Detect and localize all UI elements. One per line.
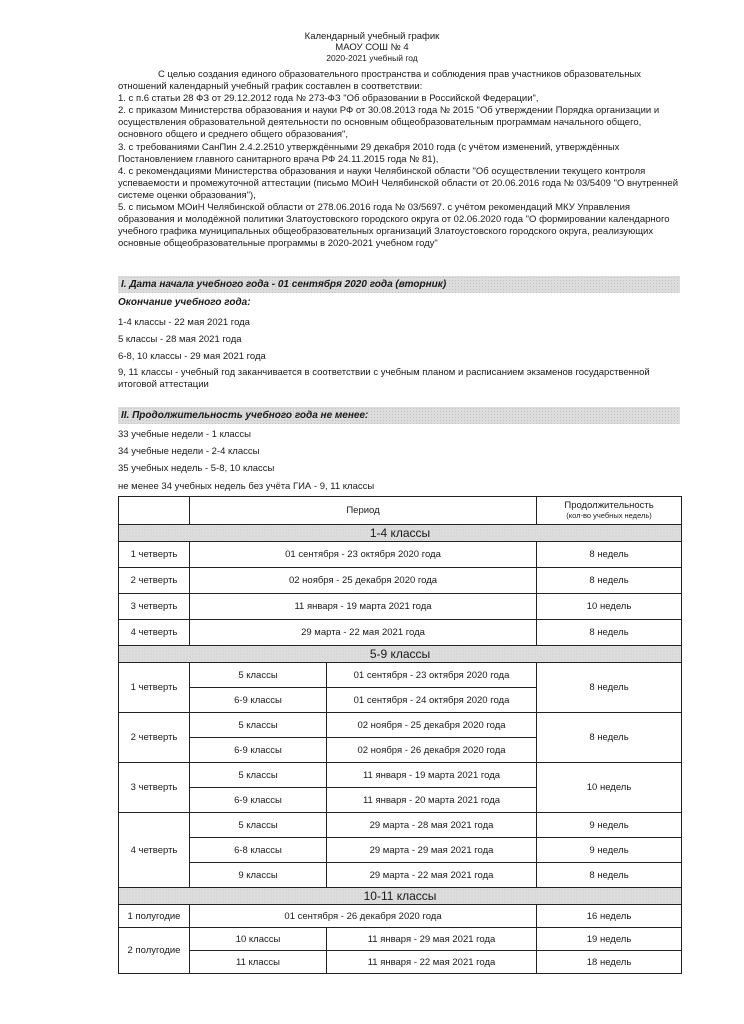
intro-paragraph: [118, 69, 683, 250]
intro-item-1: 1. с п.6 статьи 28 ФЗ от 29.12.2012 года № 273-ФЗ "Об образовании в Российской Федерации",: [118, 93, 539, 105]
duration-cell: 16 недель: [537, 905, 682, 928]
duration-cell: 10 недель: [537, 763, 682, 813]
intro-item-2: 2. с приказом Министерства образования и науки РФ от 30.08.2013 года № 2015 "Об утверждении Порядка организации и осуществления образовательной деятельности по основным общеобразовательным программам начального общего, основного общего и среднего общего образования",: [118, 105, 660, 141]
schedule-table: [118, 496, 682, 974]
duration-cell: 9 недель: [537, 813, 682, 838]
table-header-row: [119, 497, 682, 525]
class-cell: 11 классы: [190, 951, 327, 974]
end-date-line: 5 классы - 28 мая 2021 года: [118, 334, 242, 345]
class-cell: 5 классы: [190, 763, 327, 788]
period-cell: 11 января - 22 мая 2021 года: [327, 951, 537, 974]
period-cell: 29 марта - 22 мая 2021 года: [327, 863, 537, 888]
end-of-year-heading: Окончание учебного года:: [118, 297, 251, 308]
duration-cell: 18 недель: [537, 951, 682, 974]
period-cell: 29 марта - 28 мая 2021 года: [327, 813, 537, 838]
class-cell: 5 классы: [190, 713, 327, 738]
class-cell: 6-9 классы: [190, 688, 327, 713]
term-cell: 2 четверть: [119, 713, 190, 763]
table-row: [119, 838, 682, 863]
term-cell: 1 четверть: [119, 663, 190, 713]
term-cell: 2 четверть: [119, 568, 190, 594]
period-cell: 02 ноября - 26 декабря 2020 года: [327, 738, 537, 763]
class-cell: 9 классы: [190, 863, 327, 888]
term-cell: 1 четверть: [119, 542, 190, 568]
group-title: 10-11 классы: [119, 888, 682, 905]
intro-item-3: 3. с требованиями СанПин 2.4.2.2510 утверждёнными 29 декабря 2010 года (с учётом изменений, утверждённых Постановлением главного санитарного врача РФ 24.11.2015 года № 81),: [118, 141, 620, 165]
table-row: [119, 863, 682, 888]
term-cell: 4 четверть: [119, 813, 190, 888]
class-cell: 5 классы: [190, 663, 327, 688]
period-cell: 29 марта - 22 мая 2021 года: [190, 620, 537, 646]
weeks-line: 33 учебные недели - 1 классы: [118, 429, 251, 440]
class-cell: 6-9 классы: [190, 738, 327, 763]
term-cell: 3 четверть: [119, 763, 190, 813]
duration-cell: 8 недель: [537, 663, 682, 713]
group-heading-row: [119, 646, 682, 663]
table-row: [119, 620, 682, 646]
weeks-line: не менее 34 учебных недель без учёта ГИА - 9, 11 классы: [118, 481, 375, 492]
term-cell: 2 полугодие: [119, 928, 190, 974]
duration-cell: 19 недель: [537, 928, 682, 951]
table-row: [119, 905, 682, 928]
group-heading-row: [119, 525, 682, 542]
duration-cell: 8 недель: [537, 568, 682, 594]
table-row: [119, 763, 682, 788]
document-title: Календарный учебный график: [304, 31, 440, 42]
period-cell: 11 января - 29 мая 2021 года: [327, 928, 537, 951]
header-duration-note: (кол-во учебных недель): [566, 510, 652, 520]
period-cell: 01 сентября - 23 октября 2020 года: [327, 663, 537, 688]
table-row: [119, 928, 682, 951]
term-cell: 4 четверть: [119, 620, 190, 646]
table-row: [119, 713, 682, 738]
end-date-line: 1-4 классы - 22 мая 2021 года: [118, 317, 250, 328]
end-date-line: 9, 11 классы - учебный год заканчивается в соответствии с учебным планом и расписанием экзаменов государственной итоговой аттестации: [118, 367, 650, 390]
table-row: [119, 813, 682, 838]
intro-lead: С целью создания единого образовательного пространства и соблюдения прав участников образовательных отношений календарный учебный график составлен в соответствии:: [118, 69, 642, 93]
section-2-heading: II. Продолжительность учебного года не менее:: [118, 407, 680, 424]
table-row: [119, 951, 682, 974]
group-heading-row: [119, 888, 682, 905]
class-cell: 5 классы: [190, 813, 327, 838]
duration-cell: 8 недель: [537, 863, 682, 888]
table-row: [119, 594, 682, 620]
end-date-line: 6-8, 10 классы - 29 мая 2021 года: [118, 351, 266, 362]
period-cell: 01 сентября - 24 октября 2020 года: [327, 688, 537, 713]
duration-cell: 10 недель: [537, 594, 682, 620]
period-cell: 29 марта - 29 мая 2021 года: [327, 838, 537, 863]
period-cell: 01 сентября - 26 декабря 2020 года: [190, 905, 537, 928]
table-row: [119, 542, 682, 568]
header-period: Период: [190, 497, 537, 525]
period-cell: 02 ноября - 25 декабря 2020 года: [327, 713, 537, 738]
duration-cell: 8 недель: [537, 713, 682, 763]
section-1-heading: I. Дата начала учебного года - 01 сентября 2020 года (вторник): [118, 276, 680, 293]
table-row: [119, 663, 682, 688]
header-duration: [537, 497, 682, 525]
weeks-line: 35 учебных недель - 5-8, 10 классы: [118, 463, 275, 474]
term-cell: 1 полугодие: [119, 905, 190, 928]
class-cell: 6-8 классы: [190, 838, 327, 863]
weeks-line: 34 учебные недели - 2-4 классы: [118, 446, 260, 457]
period-cell: 11 января - 19 марта 2021 года: [327, 763, 537, 788]
period-cell: 11 января - 20 марта 2021 года: [327, 788, 537, 813]
duration-cell: 8 недель: [537, 620, 682, 646]
header-empty-cell: [119, 497, 190, 525]
period-cell: 11 января - 19 марта 2021 года: [190, 594, 537, 620]
table-row: [119, 568, 682, 594]
class-cell: 10 классы: [190, 928, 327, 951]
period-cell: 02 ноября - 25 декабря 2020 года: [190, 568, 537, 594]
class-cell: 6-9 классы: [190, 788, 327, 813]
duration-cell: 8 недель: [537, 542, 682, 568]
school-year: 2020-2021 учебный год: [326, 53, 418, 63]
group-title: 1-4 классы: [119, 525, 682, 542]
duration-cell: 9 недель: [537, 838, 682, 863]
intro-item-4: 4. с рекомендациями Министерства образования и науки Челябинской области "Об осуществлении текущего контроля успеваемости и промежуточной аттестации (письмо МОиН Челябинской области от 20.06.2016 года № 03/5409 "О внутренней системе оценки образования"),: [118, 165, 679, 201]
intro-item-5: 5. с письмом МОиН Челябинской области от 278.06.2016 года № 03/5697. с учётом рекомендаций МКУ Управления образования и молодёжной политики Златоустовского городского округа от 02.06.2020 года "О формировании календарного учебного графика муниципальных общеобразовательных организаций Златоустовского городского округа, реализующих основные общеобразовательные программы в 2020-2021 учебном году": [118, 202, 670, 250]
period-cell: 01 сентября - 23 октября 2020 года: [190, 542, 537, 568]
school-name: МАОУ СОШ № 4: [335, 42, 409, 53]
header-duration-label: Продолжительность: [564, 499, 654, 511]
term-cell: 3 четверть: [119, 594, 190, 620]
group-title: 5-9 классы: [119, 646, 682, 663]
